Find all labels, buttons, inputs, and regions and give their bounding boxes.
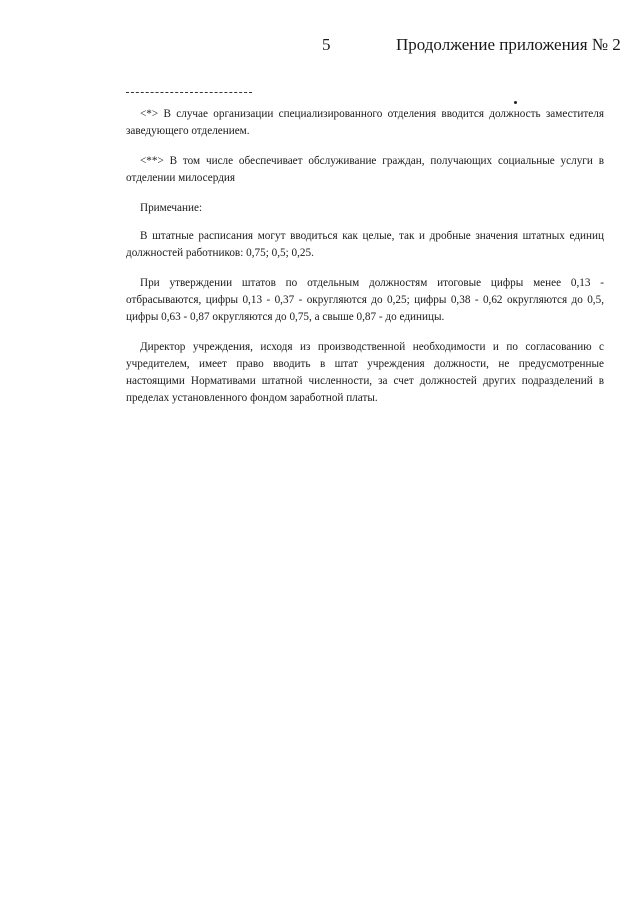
note-paragraph-director: Директор учреждения, исходя из производственной необходимости и по согласованию с учредителем, имеет право вводить в штат учреждения должности, не предусмотренные настоящими Нормативами штатной численности, за счет должностей других подразделений в пределах установленного фондом заработной платы. <box>126 341 604 404</box>
page-header-title: Продолжение приложения № 2 <box>396 35 621 54</box>
stray-dot <box>514 101 517 104</box>
footnote-rule <box>126 92 252 93</box>
footnote-two-star: <**> В том числе обеспечивает обслуживание граждан, получающих социальные услуги в отделении милосердия <box>126 155 604 184</box>
footnote-one-star: <*> В случае организации специализированного отделения вводится должность заместителя заведующего отделением. <box>126 108 604 137</box>
page-number: 5 <box>322 35 331 54</box>
note-paragraph-rounding: При утверждении штатов по отдельным должностям итоговые цифры менее 0,13 - отбрасываются, цифры 0,13 - 0,37 - округляются до 0,25; цифры 0,38 - 0,62 округляются до 0,5, цифры 0,63 - 0,87 округляются до 0,75, а свыше 0,87 - до единицы. <box>126 277 604 323</box>
note-title: Примечание: <box>140 202 203 214</box>
note-paragraph-fractions: В штатные расписания могут вводиться как целые, так и дробные значения штатных единиц должностей работников: 0,75; 0,5; 0,25. <box>126 230 604 259</box>
document-content <box>126 106 604 420</box>
